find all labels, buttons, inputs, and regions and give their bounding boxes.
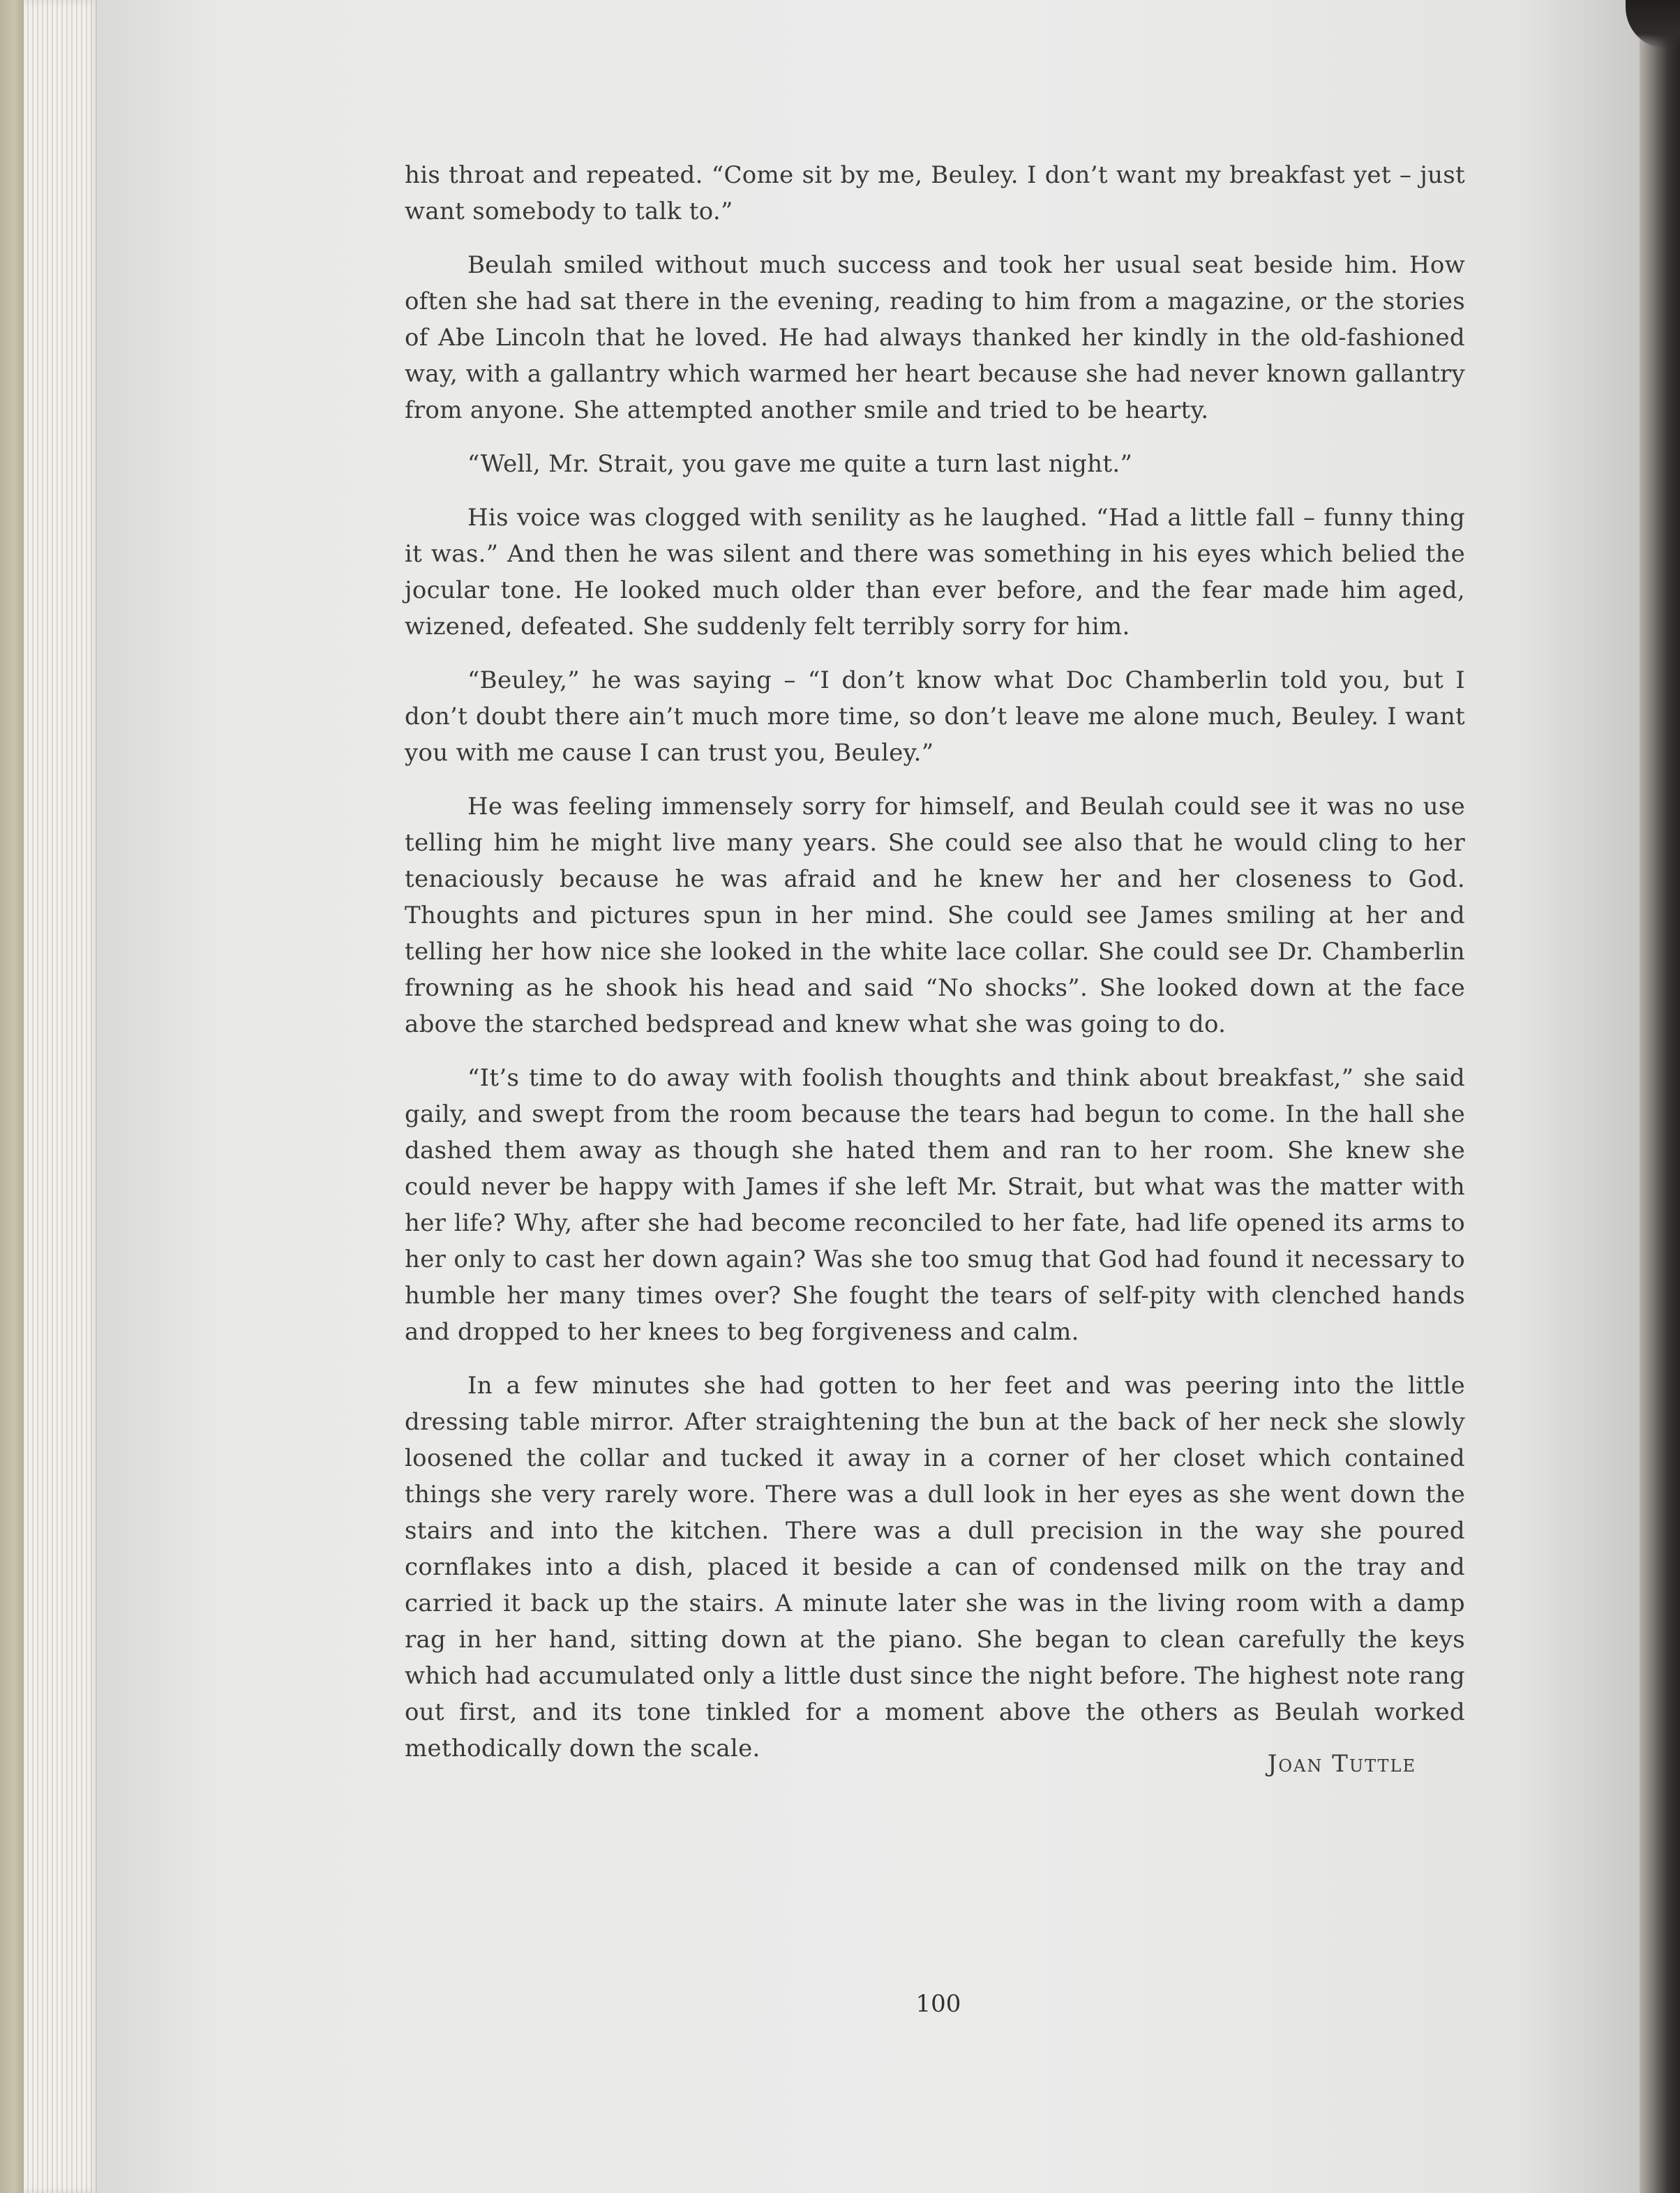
page-edges bbox=[24, 0, 100, 2193]
paragraph: He was feeling immensely sorry for himself, and Beulah could see it was no use telling him he might live many years. She could see also that he would cling to her tenaciously because he was afraid and he knew her and her closeness to God. Thoughts and pictures spun in her mind. She could see James smiling at her and telling her how nice she looked in the white lace collar. She could see Dr. Chamberlin frowning as he shook his head and said “No shocks”. She looked down at the face above the starched bedspread and knew what she was going to do. bbox=[405, 793, 1465, 1038]
paragraph: “Beuley,” he was saying – “I don’t know what Doc Chamberlin told you, but I don’t doubt there ain’t much more time, so don’t leave me alone much, Beuley. I want you with me cause I can trust you, Beuley.” bbox=[405, 666, 1465, 767]
paragraph: In a few minutes she had gotten to her feet and was peering into the little dressing table mirror. After straightening the bun at the back of her neck she slowly loosened the collar and tucked it away in a corner of her closet which contained things she very rarely wore. There was a dull look in her eyes as she went down the stairs and into the kitchen. There was a dull precision in the way she poured cornflakes into a dish, placed it beside a can of condensed milk on the tray and carried it back up the stairs. A minute later she was in the living room with a damp rag in her hand, sitting down at the piano. She began to clean carefully the keys which had accumulated only a little dust since the night before. The highest note rang out first, and its tone tinkled for a moment above the others as Beulah worked methodically down the scale. bbox=[405, 1372, 1465, 1762]
author-signature: Joan Tuttle bbox=[1267, 1750, 1416, 1778]
paragraph: His voice was clogged with senility as he laughed. “Had a little fall – funny thing it was.” And then he was silent and there was something in his eyes which belied the jocular tone. He looked much older than ever before, and the fear made him aged, wizened, defeated. She suddenly felt terribly sorry for him. bbox=[405, 504, 1465, 641]
right-page-edge bbox=[1640, 0, 1680, 2193]
paragraph: “Well, Mr. Strait, you gave me quite a turn last night.” bbox=[467, 450, 1133, 478]
story-text bbox=[405, 157, 1465, 1784]
paragraph: Beulah smiled without much success and took her usual seat beside him. How often she had sat there in the evening, reading to him from a magazine, or the stories of Abe Lincoln that he loved. He had always thanked her kindly in the old-fashioned way, with a gallantry which warmed her heart because she had never known gallantry from anyone. She attempted another smile and tried to be hearty. bbox=[405, 251, 1465, 424]
paragraph: his throat and repeated. “Come sit by me, Beuley. I don’t want my breakfast yet – just want somebody to talk to.” bbox=[405, 161, 1465, 225]
paragraph: “It’s time to do away with foolish thoughts and think about breakfast,” she said gaily, and swept from the room because the tears had begun to come. In the hall she dashed them away as though she hated them and ran to her room. She knew she could never be happy with James if she left Mr. Strait, but what was the matter with her life? Why, after she had become reconciled to her fate, had life opened its arms to her only to cast her down again? Was she too smug that God had found it necessary to humble her many times over? She fought the tears of self-pity with clenched hands and dropped to her knees to beg forgiveness and calm. bbox=[405, 1064, 1465, 1346]
page-number: 100 bbox=[915, 1990, 961, 2018]
